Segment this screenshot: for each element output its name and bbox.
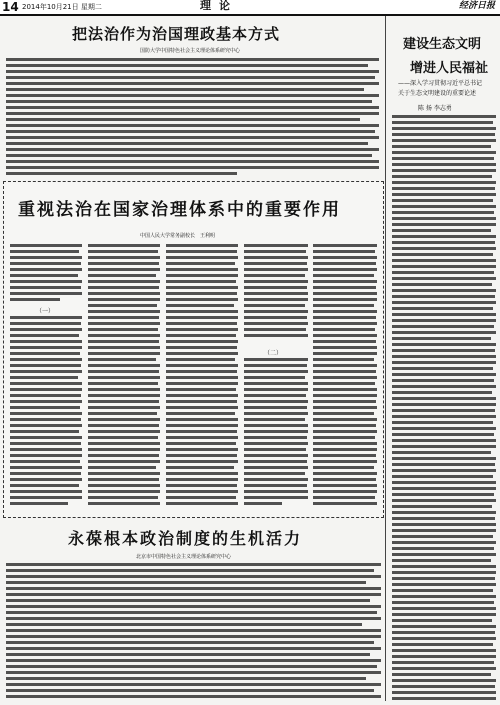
page-header [0, 0, 500, 16]
column-divider [385, 16, 386, 701]
issue-date: 2014年10月21日 星期二 [22, 3, 102, 11]
article3-title: 永葆根本政治制度的生机活力 [68, 529, 303, 548]
article2-col4-lower [244, 358, 308, 512]
section-marker-2: （二） [264, 350, 283, 357]
article3-author: 北京市中国特色社会主义理论体系研究中心 [136, 554, 232, 560]
article2-title: 重视法治在国家治理体系中的重要作用 [18, 200, 341, 220]
section-marker-1: （一） [36, 308, 55, 315]
sidebar-body-text [392, 115, 496, 701]
article2-col5 [313, 244, 377, 512]
article2-col3 [166, 244, 238, 512]
article2-col1 [10, 244, 82, 304]
sidebar-subtitle-line1: ——深入学习贯彻习近平总书记 [398, 80, 483, 87]
page-number: 14 [2, 0, 19, 14]
article2-author: 中国人民大学常务副校长 王利明 [140, 233, 216, 239]
sidebar-subtitle-line2: 关于生态文明建设的重要论述 [398, 90, 477, 97]
sidebar-title-line1: 建设生态文明 [403, 37, 482, 52]
sidebar-author: 陈 扬 李志勇 [418, 105, 452, 112]
section-name: 理论 [200, 0, 238, 12]
article1-author: 国防大学中国特色社会主义理论体系研究中心 [140, 48, 241, 54]
article1-title: 把法治作为治国理政基本方式 [72, 25, 281, 43]
article3-body-text [6, 563, 381, 701]
article2-col4-upper [244, 244, 308, 344]
article1-body-text [6, 58, 379, 176]
sidebar-title-line2: 增进人民福祉 [410, 61, 489, 76]
article2-col2 [88, 244, 160, 512]
paper-name: 经济日报 [458, 1, 495, 11]
article2-col1-lower [10, 316, 82, 512]
